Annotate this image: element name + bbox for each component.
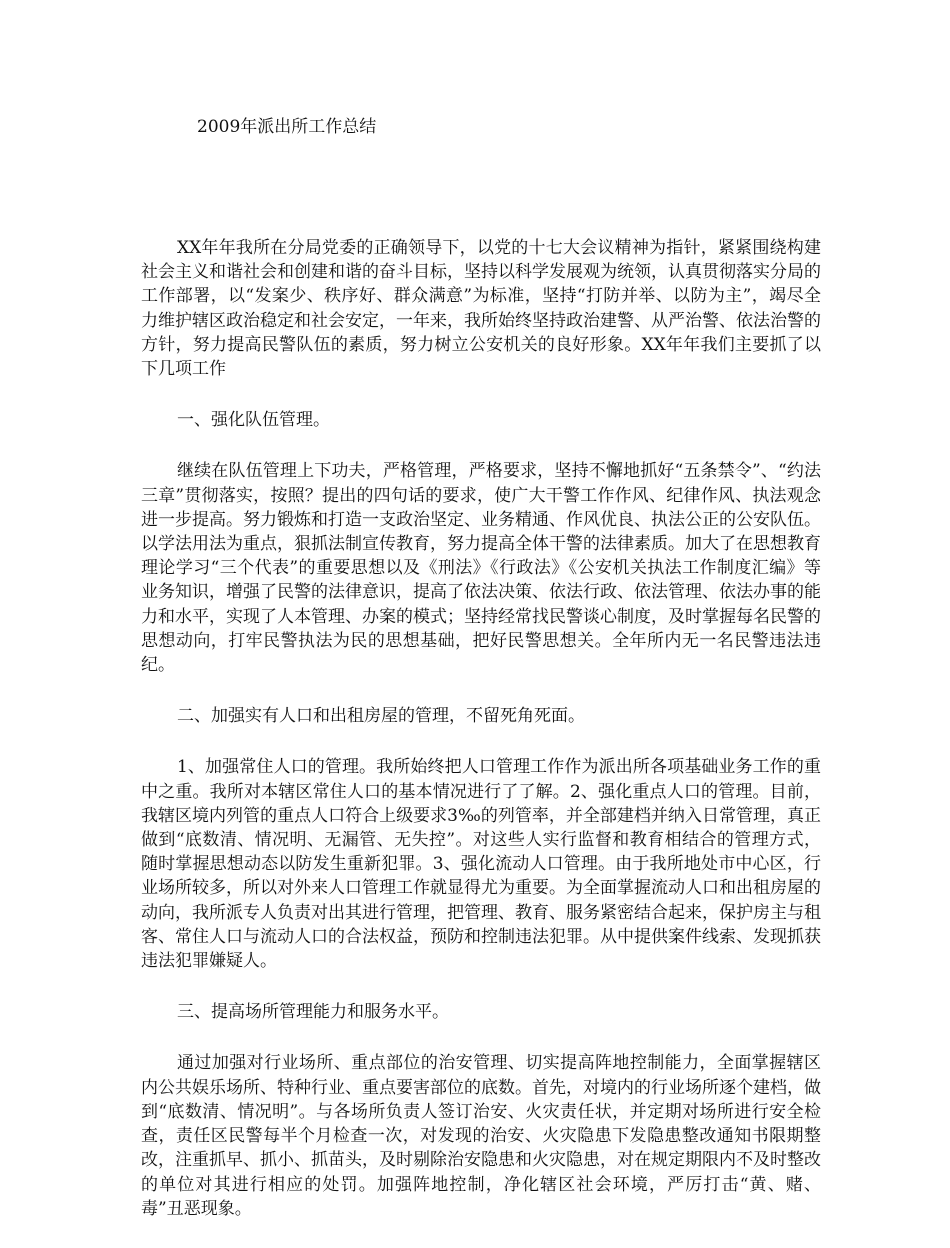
section-1-body: 继续在队伍管理上下功夫，严格管理，严格要求，坚持不懈地抓好“五条禁令”、“约法三章”贯彻落实，按照？提出的四句话的要求，使广大干警工作作风、纪律作风、执法观念进一步提高。努力锻炼和打造一支政治坚定、业务精通、作风优良、执法公正的公安队伍。以学法用法为重点，狠抓法制宣传教育，努力提高全体干警的法律素质。加大了在思想教育理论学习“三个代表”的重要思想以及《刑法》《行政法》《公安机关执法工作制度汇编》等业务知识，增强了民警的法律意识，提高了依法决策、依法行政、依法管理、依法办事的能力和水平，实现了人本管理、办案的模式；坚持经常找民警谈心制度，及时掌握每名民警的思想动向，打牢民警执法为民的思想基础，把好民警思想关。全年所内无一名民警违法违纪。 xyxy=(141,461,821,676)
section-3-body: 通过加强对行业场所、重点部位的治安管理、切实提高阵地控制能力，全面掌握辖区内公共娱乐场所、特种行业、重点要害部位的底数。首先，对境内的行业场所逐个建档，做到“底数清、情况明”。与各场所负责人签订治安、火灾责任状，并定期对场所进行安全检查，责任区民警每半个月检查一次，对发现的治安、火灾隐患下发隐患整改通知书限期整改，注重抓早、抓小、抓苗头，及时剔除治安隐患和火灾隐患，对在规定期限内不及时整改的单位对其进行相应的处罚。加强阵地控制，净化辖区社会环境，严厉打击“黄、赌、毒”丑恶现象。 xyxy=(141,1053,821,1219)
document-body xyxy=(141,236,821,1248)
intro-paragraph: XX年年我所在分局党委的正确领导下，以党的十七大会议精神为指针，紧紧围绕构建社会主义和谐社会和创建和谐的奋斗目标，坚持以科学发展观为统领，认真贯彻落实分局的工作部署，以“发案少、秩序好、群众满意”为标准，坚持“打防并举、以防为主”，竭尽全力维护辖区政治稳定和社会安定，一年来，我所始终坚持政治建警、从严治警、依法治警的方针，努力提高民警队伍的素质，努力树立公安机关的良好形象。XX年年我们主要抓了以下几项工作 xyxy=(141,238,821,380)
section-3-heading: 三、提高场所管理能力和服务水平。 xyxy=(177,1002,449,1023)
section-1-heading: 一、强化队伍管理。 xyxy=(177,410,330,431)
document-title: 2009年派出所工作总结 xyxy=(197,117,377,137)
section-2-heading: 二、加强实有人口和出租房屋的管理，不留死角死面。 xyxy=(177,706,585,727)
section-2-body: 1、加强常住人口的管理。我所始终把人口管理工作作为派出所各项基础业务工作的重中之重。我所对本辖区常住人口的基本情况进行了了解。2、强化重点人口的管理。目前，我辖区境内列管的重点人口符合上级要求3‰的列管率，并全部建档并纳入日常管理，真正做到“底数清、情况明、无漏管、无失控”。对这些人实行监督和教育相结合的管理方式，随时掌握思想动态以防发生重新犯罪。3、强化流动人口管理。由于我所地处市中心区，行业场所较多，所以对外来人口管理工作就显得尤为重要。为全面掌握流动人口和出租房屋的动向，我所派专人负责对出其进行管理，把管理、教育、服务紧密结合起来，保护房主与租客、常住人口与流动人口的合法权益，预防和控制违法犯罪。从中提供案件线索、发现抓获违法犯罪嫌疑人。 xyxy=(141,757,821,972)
